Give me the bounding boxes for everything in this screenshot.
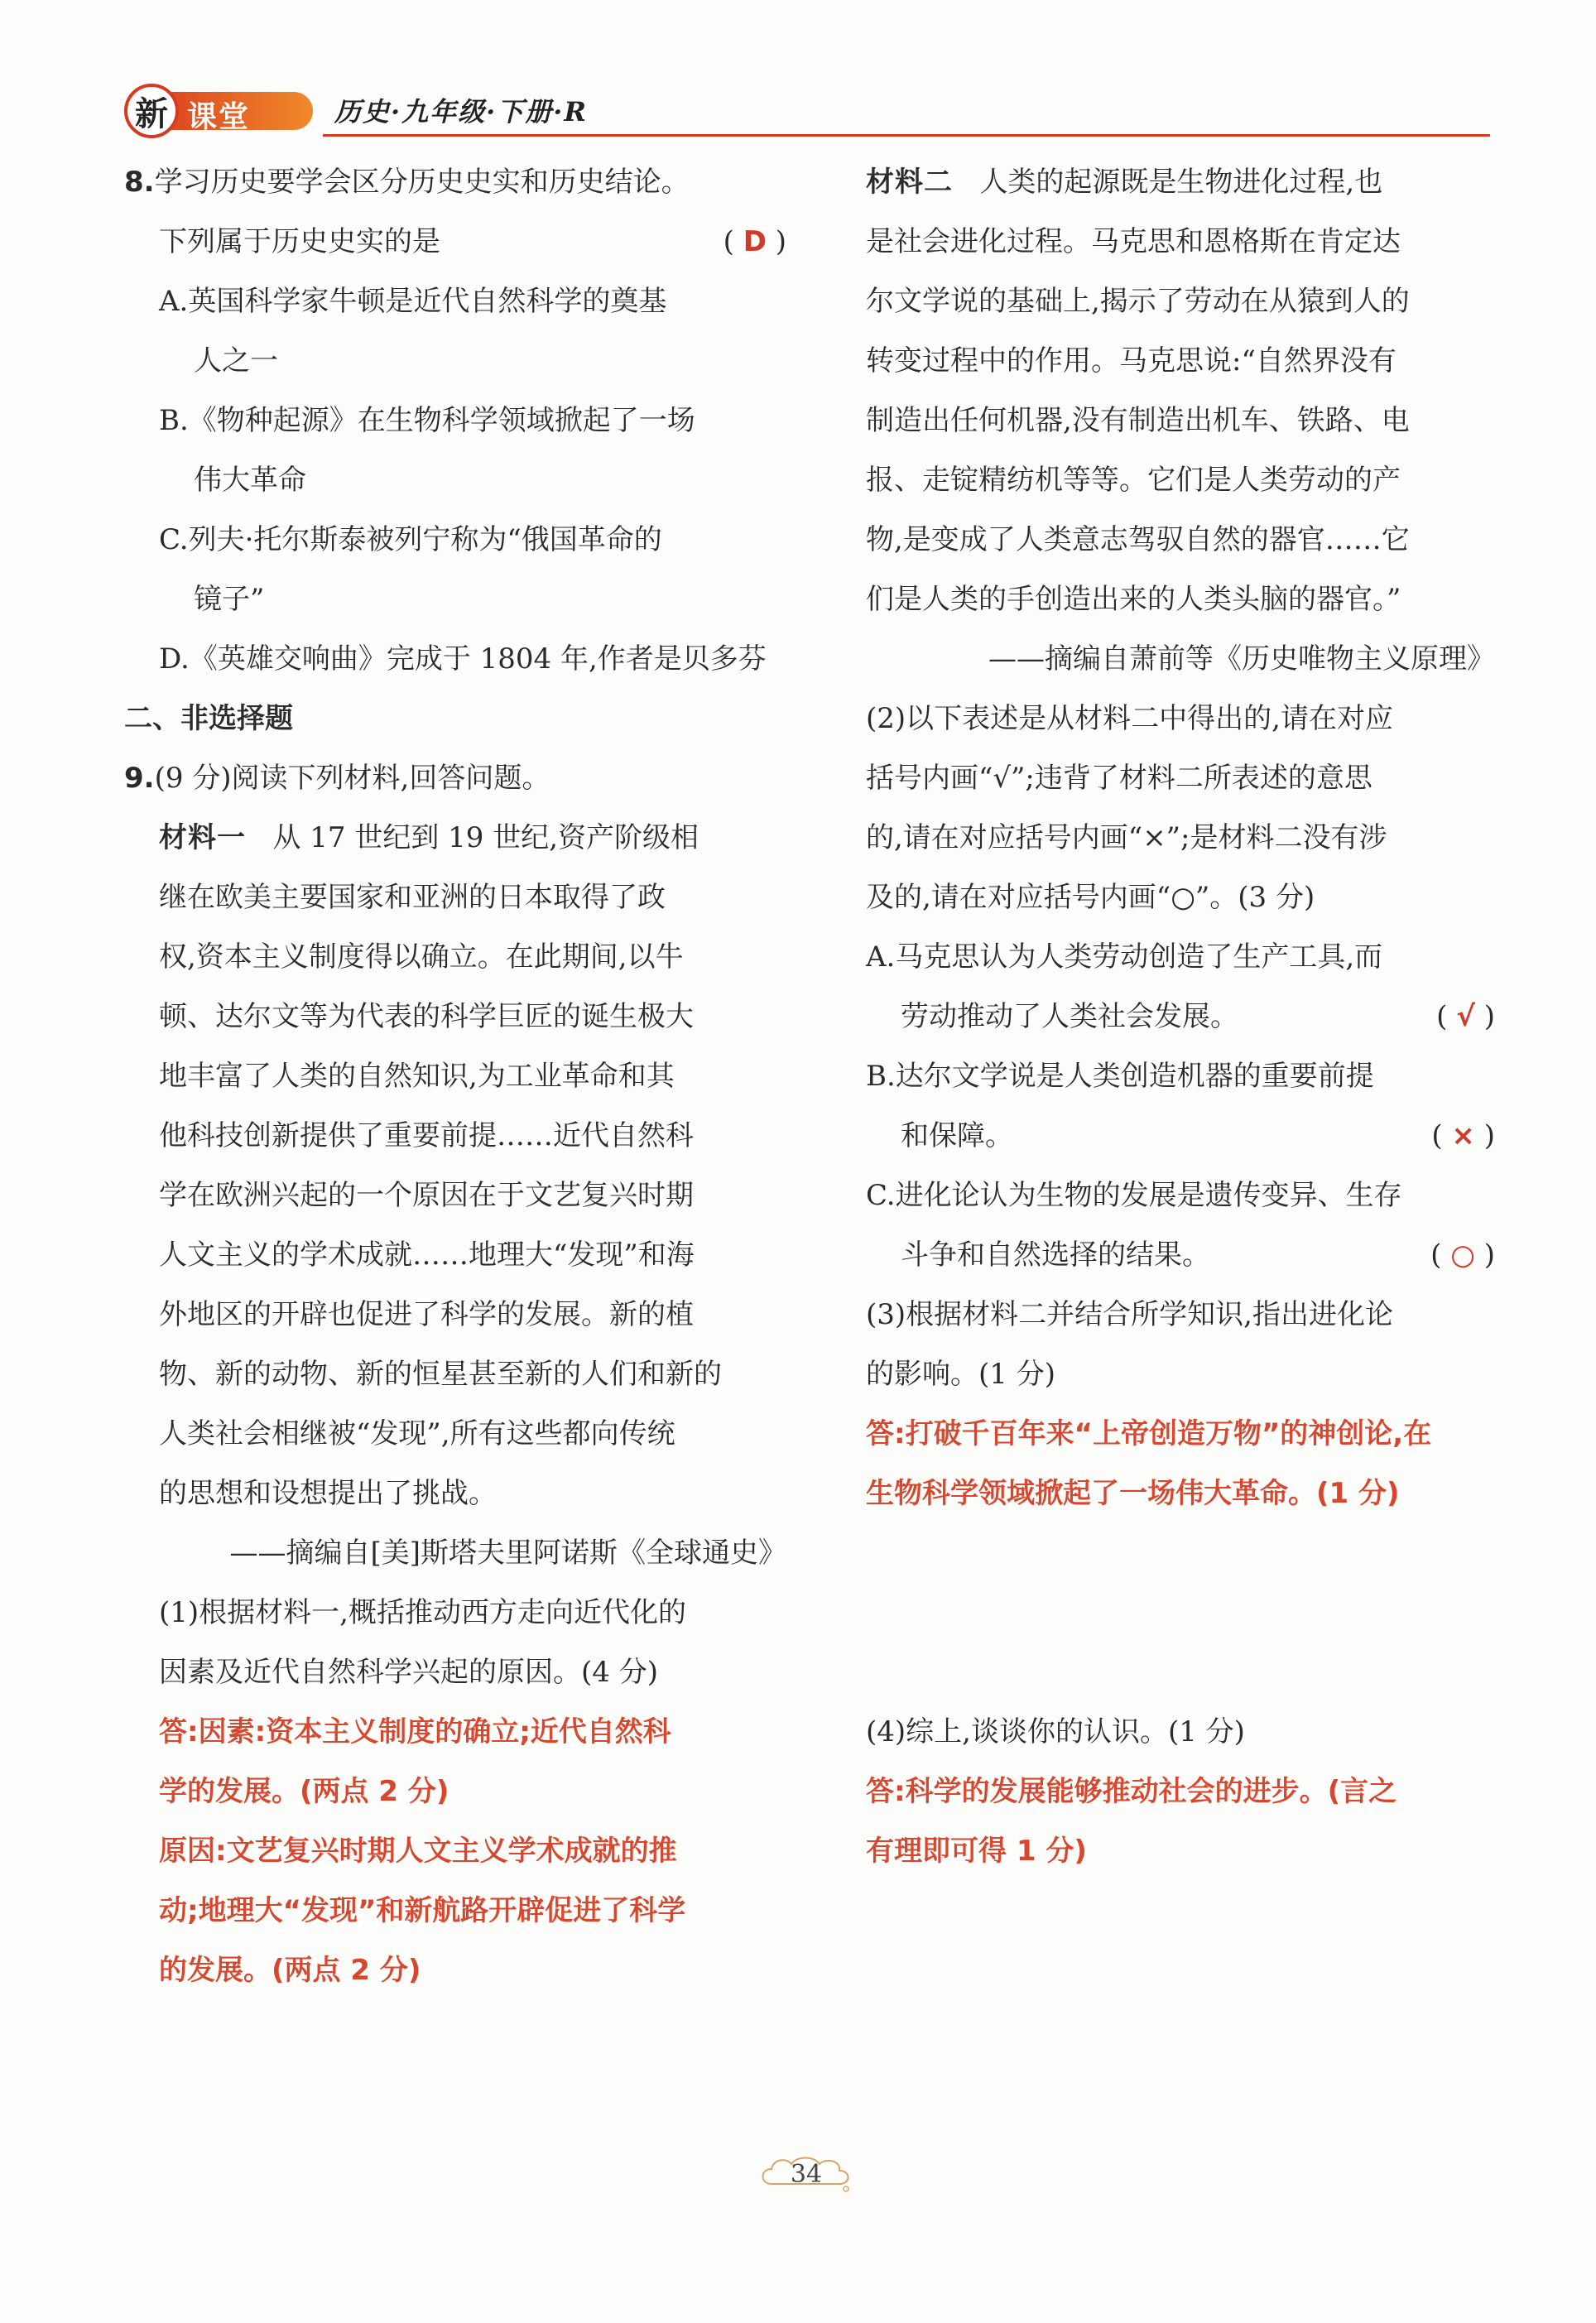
answer-1-line: 原因:文艺复兴时期人文主义学术成就的推 xyxy=(159,1835,677,1868)
q8-answer: D xyxy=(743,225,767,258)
statement-c: C.进化论认为生物的发展是遗传变异、生存 xyxy=(866,1179,1402,1212)
statement-b-cont: 和保障。 xyxy=(901,1119,1013,1152)
material-2-line: 人类的起源既是生物进化过程,也 xyxy=(979,166,1383,199)
logo-rest-text: 课堂 xyxy=(187,99,251,134)
statement-a-paren: ( √ ) xyxy=(1436,1000,1495,1033)
q8-option-b: B.《物种起源》在生物科学领域掀起了一场 xyxy=(159,404,695,437)
sub-question-2-cont: 的,请在对应括号内画“×”;是材料二没有涉 xyxy=(866,821,1387,854)
material-2-line: 尔文学说的基础上,揭示了劳动在从猿到人的 xyxy=(866,285,1410,318)
sub-question-1: (1)根据材料一,概括推动西方走向近代化的 xyxy=(159,1596,686,1629)
statement-b-mark: × xyxy=(1451,1119,1475,1152)
answer-1-line: 答:因素:资本主义制度的确立;近代自然科 xyxy=(159,1715,671,1748)
material-2-line: 转变过程中的作用。马克思说:“自然界没有 xyxy=(866,344,1396,378)
q8-stem-1: 学习历史要学会区分历史史实和历史结论。 xyxy=(154,166,690,199)
answer-4-line: 有理即可得 1 分) xyxy=(866,1835,1087,1868)
material-2-line: 物,是变成了人类意志驾驭自然的器官……它 xyxy=(866,523,1410,556)
sub-question-3: (3)根据材料二并结合所学知识,指出进化论 xyxy=(866,1298,1393,1331)
page-header xyxy=(124,81,588,139)
answer-3-line: 生物科学领域掀起了一场伟大革命。(1 分) xyxy=(866,1477,1400,1510)
q9-number: 9. xyxy=(124,762,155,795)
statement-b: B.达尔文学说是人类创造机器的重要前提 xyxy=(866,1060,1374,1093)
page-number-badge xyxy=(757,2151,856,2197)
statement-a-cont: 劳动推动了人类社会发展。 xyxy=(901,1000,1238,1033)
sub-question-2-cont: 括号内画“√”;违背了材料二所表述的意思 xyxy=(866,762,1372,795)
material-1-line: 顿、达尔文等为代表的科学巨匠的诞生极大 xyxy=(159,1000,694,1033)
material-1-line: 人类社会相继被“发现”,所有这些都向传统 xyxy=(159,1417,675,1450)
material-1-line: 学在欧洲兴起的一个原因在于文艺复兴时期 xyxy=(159,1179,694,1212)
material-2-line: 报、走锭精纺机等等。它们是人类劳动的产 xyxy=(866,464,1401,497)
material-2-line: 制造出任何机器,没有制造出机车、铁路、电 xyxy=(866,404,1410,437)
brand-logo xyxy=(124,84,315,137)
material-1-line: 外地区的开辟也促进了科学的发展。新的植 xyxy=(159,1298,694,1331)
answer-1-line: 的发展。(两点 2 分) xyxy=(159,1954,421,1987)
sub-question-3-cont: 的影响。(1 分) xyxy=(866,1358,1055,1391)
q8-option-a-cont: 人之一 xyxy=(194,344,278,378)
logo-first-char: 新 xyxy=(124,84,179,138)
material-1-line: 地丰富了人类的自然知识,为工业革命和其 xyxy=(159,1060,675,1093)
statement-c-paren: ( ○ ) xyxy=(1430,1238,1495,1272)
q8-option-c: C.列夫·托尔斯泰被列宁称为“俄国革命的 xyxy=(159,523,662,556)
statement-c-mark: ○ xyxy=(1450,1238,1475,1272)
material-2-source: ——摘编自萧前等《历史唯物主义原理》 xyxy=(988,642,1495,676)
material-1-label: 材料一 xyxy=(159,821,246,854)
q9-intro: (9 分)阅读下列材料,回答问题。 xyxy=(154,762,550,795)
material-1-source: ——摘编自[美]斯塔夫里阿诺斯《全球通史》 xyxy=(229,1537,786,1570)
answer-1-line: 动;地理大“发现”和新航路开辟促进了科学 xyxy=(159,1894,686,1927)
sub-question-2-cont: 及的,请在对应括号内画“○”。(3 分) xyxy=(866,881,1315,914)
q8-number: 8. xyxy=(124,166,155,199)
material-1-line: 从 17 世纪到 19 世纪,资产阶级相 xyxy=(272,821,699,854)
answer-3-line: 答:打破千百年来“上帝创造万物”的神创论,在 xyxy=(866,1417,1432,1450)
statement-a: A.马克思认为人类劳动创造了生产工具,而 xyxy=(866,940,1383,974)
subject-title: 历史·九年级·下册·R xyxy=(334,96,589,127)
q8-option-b-cont: 伟大革命 xyxy=(194,464,306,497)
answer-spacer xyxy=(866,1523,1495,1702)
page-number: 34 xyxy=(790,2159,823,2189)
statement-c-cont: 斗争和自然选择的结果。 xyxy=(901,1238,1210,1272)
material-2-label: 材料二 xyxy=(866,166,953,199)
material-2-line: 是社会进化过程。马克思和恩格斯在肯定达 xyxy=(866,225,1401,258)
q8-answer-paren: ( D ) xyxy=(723,225,786,258)
material-1-line: 物、新的动物、新的恒星甚至新的人们和新的 xyxy=(159,1358,722,1391)
left-column xyxy=(124,152,786,2000)
answer-1-line: 学的发展。(两点 2 分) xyxy=(159,1775,449,1808)
answer-4-line: 答:科学的发展能够推动社会的进步。(言之 xyxy=(866,1775,1397,1808)
material-2-line: 们是人类的手创造出来的人类头脑的器官。” xyxy=(866,583,1401,616)
q8-option-d: D.《英雄交响曲》完成于 1804 年,作者是贝多芬 xyxy=(159,642,767,676)
q8-stem-2: 下列属于历史史实的是 xyxy=(159,225,440,258)
material-1-line: 权,资本主义制度得以确立。在此期间,以牛 xyxy=(159,940,684,974)
section-heading: 二、非选择题 xyxy=(124,702,293,735)
sub-question-1-cont: 因素及近代自然科学兴起的原因。(4 分) xyxy=(159,1656,658,1689)
material-1-line: 他科技创新提供了重要前提……近代自然科 xyxy=(159,1119,694,1152)
question-9 xyxy=(124,748,786,2000)
material-1-line: 的思想和设想提出了挑战。 xyxy=(159,1477,497,1510)
header-rule xyxy=(323,134,1490,137)
statement-a-mark: √ xyxy=(1456,1000,1475,1033)
sub-question-2: (2)以下表述是从材料二中得出的,请在对应 xyxy=(866,702,1393,735)
material-1-line: 人文主义的学术成就……地理大“发现”和海 xyxy=(159,1238,695,1272)
material-1-line: 继在欧美主要国家和亚洲的日本取得了政 xyxy=(159,881,666,914)
q8-option-c-cont: 镜子” xyxy=(194,583,265,616)
right-column xyxy=(866,152,1495,1881)
sub-question-4: (4)综上,谈谈你的认识。(1 分) xyxy=(866,1715,1245,1748)
q8-option-a: A.英国科学家牛顿是近代自然科学的奠基 xyxy=(159,285,667,318)
question-8 xyxy=(124,152,786,689)
statement-b-paren: ( × ) xyxy=(1431,1119,1495,1152)
